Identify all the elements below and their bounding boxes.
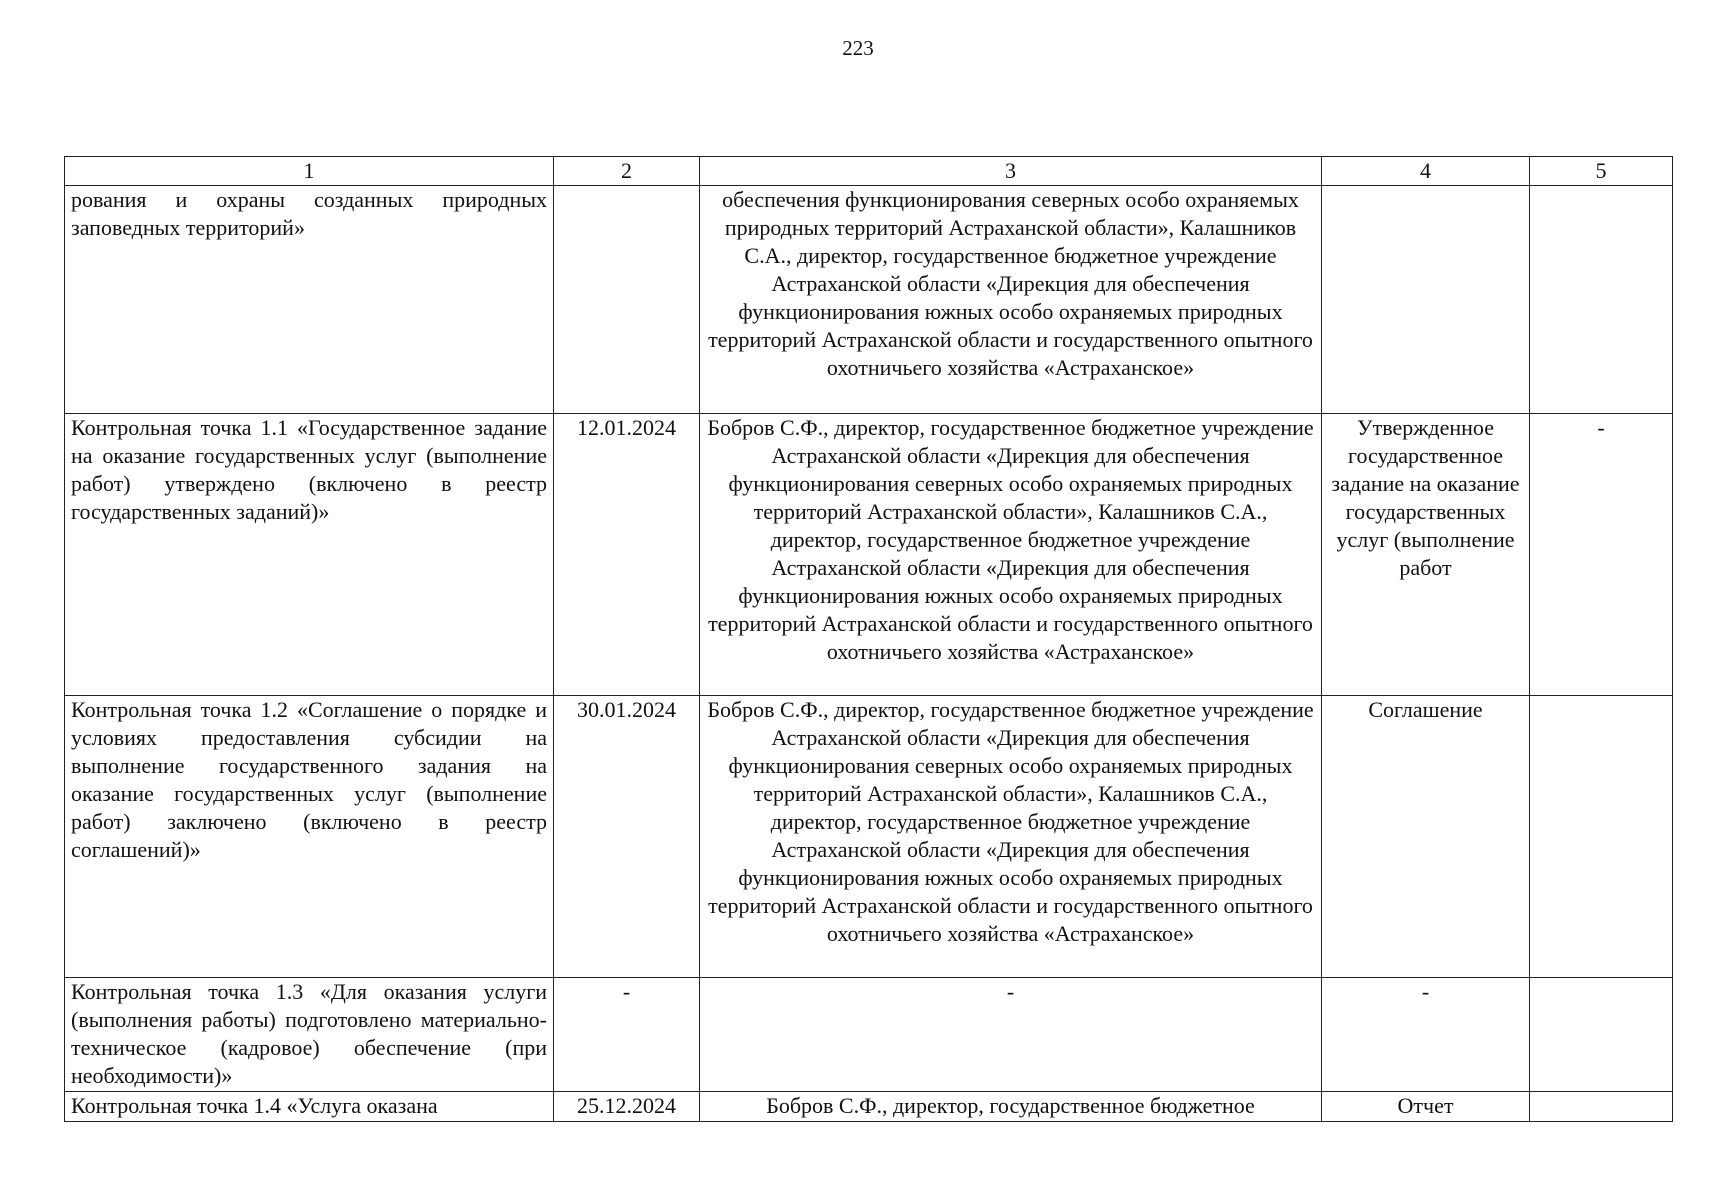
event-cell: Контрольная точка 1.1 «Государственное задание на оказание государственных услуг (выполнение работ) утверждено (включено в реестр государственных заданий)» [65, 414, 554, 696]
document-cell: - [1322, 978, 1530, 1092]
note-cell [1530, 696, 1673, 978]
column-header-5: 5 [1530, 157, 1673, 186]
document-cell: Соглашение [1322, 696, 1530, 978]
note-cell [1530, 1092, 1673, 1122]
table-row [65, 186, 1673, 414]
note-cell [1530, 186, 1673, 414]
control-points-table [64, 156, 1673, 1122]
responsible-cell: обеспечения функционирования северных особо охраняемых природных территорий Астраханской области», Калашников С.А., директор, государственное бюджетное учреждение Астраханской области «Дирекция для обеспечения функционирования южных особо охраняемых природных территорий Астраханской области и государственного опытного охотничьего хозяйства «Астраханское» [700, 186, 1322, 414]
responsible-cell: Бобров С.Ф., директор, государственное бюджетное [700, 1092, 1322, 1122]
responsible-cell: - [700, 978, 1322, 1092]
date-cell [554, 186, 700, 414]
event-cell: Контрольная точка 1.2 «Соглашение о порядке и условиях предоставления субсидии на выполнение государственного задания на оказание государственных услуг (выполнение работ) заключено (включено в реестр соглашений)» [65, 696, 554, 978]
event-cell: Контрольная точка 1.4 «Услуга оказана [65, 1092, 554, 1122]
date-cell: 25.12.2024 [554, 1092, 700, 1122]
column-header-2: 2 [554, 157, 700, 186]
table-row [65, 978, 1673, 1092]
table-row [65, 696, 1673, 978]
note-cell [1530, 978, 1673, 1092]
event-cell: рования и охраны созданных природных заповедных территорий» [65, 186, 554, 414]
column-header-3: 3 [700, 157, 1322, 186]
date-cell: 30.01.2024 [554, 696, 700, 978]
document-cell: Отчет [1322, 1092, 1530, 1122]
table-row [65, 1092, 1673, 1122]
table-header-row [65, 157, 1673, 186]
document-cell: Утвержденное государственное задание на оказание государственных услуг (выполнение работ [1322, 414, 1530, 696]
page-number: 223 [842, 36, 874, 60]
responsible-cell: Бобров С.Ф., директор, государственное бюджетное учреждение Астраханской области «Дирекция для обеспечения функционирования северных особо охраняемых природных территорий Астраханской области», Калашников С.А., директор, государственное бюджетное учреждение Астраханской области «Дирекция для обеспечения функционирования южных особо охраняемых природных территорий Астраханской области и государственного опытного охотничьего хозяйства «Астраханское» [700, 414, 1322, 696]
date-cell: 12.01.2024 [554, 414, 700, 696]
document-cell [1322, 186, 1530, 414]
table-row [65, 414, 1673, 696]
event-cell: Контрольная точка 1.3 «Для оказания услуги (выполнения работы) подготовлено материально-техническое (кадровое) обеспечение (при необходимости)» [65, 978, 554, 1092]
column-header-1: 1 [65, 157, 554, 186]
responsible-cell: Бобров С.Ф., директор, государственное бюджетное учреждение Астраханской области «Дирекция для обеспечения функционирования северных особо охраняемых природных территорий Астраханской области», Калашников С.А., директор, государственное бюджетное учреждение Астраханской области «Дирекция для обеспечения функционирования южных особо охраняемых природных территорий Астраханской области и государственного опытного охотничьего хозяйства «Астраханское» [700, 696, 1322, 978]
note-cell: - [1530, 414, 1673, 696]
date-cell: - [554, 978, 700, 1092]
column-header-4: 4 [1322, 157, 1530, 186]
